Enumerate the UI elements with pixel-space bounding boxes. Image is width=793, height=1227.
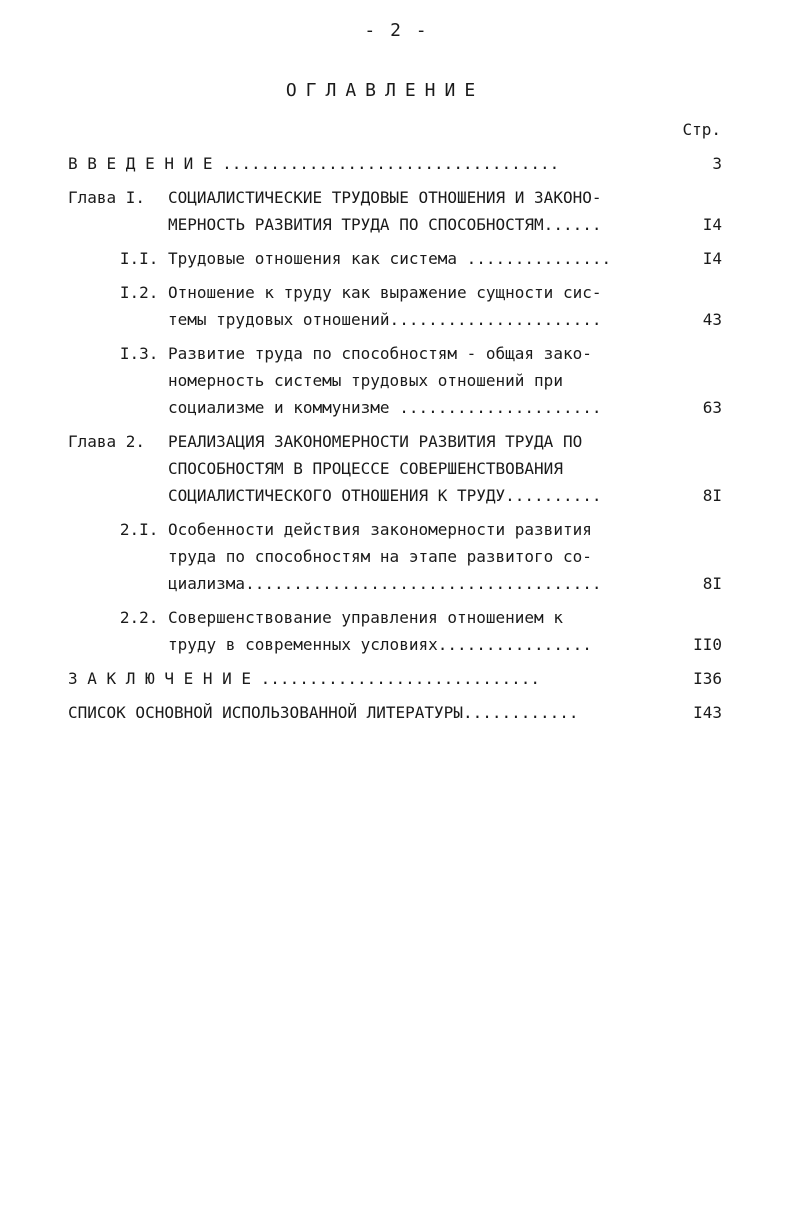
- toc-entry-title: З А К Л Ю Ч Е Н И Е .............................: [68, 669, 541, 688]
- toc-entry-page: I36: [693, 669, 722, 688]
- table-of-contents: [68, 150, 722, 733]
- toc-entry-title: В В Е Д Е Н И Е ...................................: [68, 154, 560, 173]
- toc-entry-number: Глава I.: [68, 188, 146, 207]
- toc-entry-title: СОЦИАЛИСТИЧЕСКОГО ОТНОШЕНИЯ К ТРУДУ..........: [168, 486, 602, 505]
- toc-entry-page: I4: [702, 215, 722, 234]
- toc-entry: [68, 516, 722, 597]
- toc-entry-line: [68, 211, 722, 238]
- toc-entry-line: [68, 394, 722, 421]
- toc-entry-line: [68, 428, 722, 455]
- toc-entry: [68, 428, 722, 509]
- toc-entry: [68, 184, 722, 238]
- toc-entry-title: социализме и коммунизме .....................: [168, 398, 602, 417]
- toc-entry-page: 3: [712, 154, 722, 173]
- toc-entry-number: I.2.: [119, 283, 168, 302]
- toc-entry-title: СПОСОБНОСТЯМ В ПРОЦЕССЕ СОВЕРШЕНСТВОВАНИЯ: [168, 459, 563, 478]
- toc-entry-number: I.3.: [119, 344, 168, 363]
- toc-entry-line: [68, 604, 722, 631]
- toc-entry-page: 63: [702, 398, 722, 417]
- toc-entry-title: Развитие труда по способностям - общая зако-: [168, 344, 592, 363]
- toc-entry-line: [68, 570, 722, 597]
- toc-entry-title: Особенности действия закономерности развития: [168, 520, 592, 539]
- document-title: ОГЛАВЛЕНИЕ: [285, 80, 485, 101]
- toc-entry-line: [68, 184, 722, 211]
- toc-entry: [68, 340, 722, 421]
- toc-entry-title: Отношение к труду как выражение сущности сис-: [168, 283, 602, 302]
- toc-entry-title: РЕАЛИЗАЦИЯ ЗАКОНОМЕРНОСТИ РАЗВИТИЯ ТРУДА ПО: [168, 432, 583, 451]
- toc-entry-line: [68, 665, 722, 692]
- toc-entry-line: [68, 631, 722, 658]
- toc-entry: [68, 604, 722, 658]
- toc-entry-page: I4: [702, 249, 722, 268]
- toc-entry: [68, 665, 722, 692]
- toc-entry-line: [68, 543, 722, 570]
- toc-entry-title: циализма.....................................: [168, 574, 602, 593]
- toc-entry-line: [68, 340, 722, 367]
- toc-entry: [68, 699, 722, 726]
- toc-entry-line: [68, 516, 722, 543]
- toc-entry-title: СПИСОК ОСНОВНОЙ ИСПОЛЬЗОВАННОЙ ЛИТЕРАТУРЫ............: [68, 703, 579, 722]
- page-column-header: Стр.: [682, 120, 721, 139]
- toc-entry: [68, 150, 722, 177]
- toc-entry-number: 2.2.: [119, 608, 168, 627]
- toc-entry-title: труда по способностям на этапе развитого со-: [168, 547, 592, 566]
- toc-entry-title: темы трудовых отношений......................: [168, 310, 602, 329]
- toc-entry-line: [68, 367, 722, 394]
- toc-entry: [68, 245, 722, 272]
- toc-entry-number: 2.I.: [119, 520, 168, 539]
- toc-entry-line: [68, 245, 722, 272]
- toc-entry-page: 43: [702, 310, 722, 329]
- toc-entry-line: [68, 455, 722, 482]
- toc-entry-page: II0: [693, 635, 722, 654]
- toc-entry-number: I.I.: [119, 249, 168, 268]
- toc-entry-line: [68, 699, 722, 726]
- toc-entry: [68, 279, 722, 333]
- toc-entry-title: Трудовые отношения как система ...............: [168, 249, 612, 268]
- toc-entry-page: 8I: [702, 486, 722, 505]
- toc-entry-line: [68, 150, 722, 177]
- toc-entry-number: Глава 2.: [68, 432, 146, 451]
- toc-entry-line: [68, 279, 722, 306]
- toc-entry-title: номерность системы трудовых отношений при: [168, 371, 563, 390]
- toc-entry-page: 8I: [702, 574, 722, 593]
- toc-entry-line: [68, 306, 722, 333]
- toc-entry-title: МЕРНОСТЬ РАЗВИТИЯ ТРУДА ПО СПОСОБНОСТЯМ......: [168, 215, 602, 234]
- toc-entry-page: I43: [693, 703, 722, 722]
- toc-entry-title: Совершенствование управления отношением к: [168, 608, 563, 627]
- toc-entry-line: [68, 482, 722, 509]
- toc-entry-title: СОЦИАЛИСТИЧЕСКИЕ ТРУДОВЫЕ ОТНОШЕНИЯ И ЗАКОНО-: [168, 188, 602, 207]
- toc-entry-title: труду в современных условиях................: [168, 635, 592, 654]
- page-number: - 2 -: [364, 20, 429, 41]
